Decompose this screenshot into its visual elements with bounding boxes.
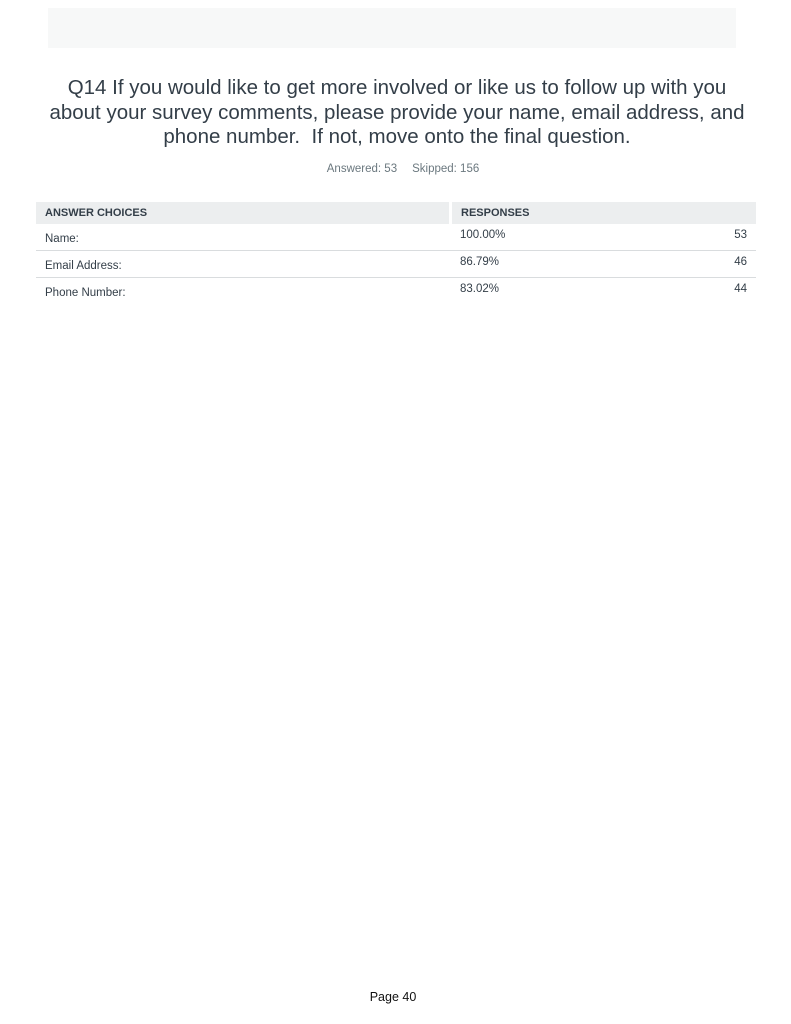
question-title: Q14 If you would like to get more involved or like us to follow up with you about your survey comments, please provide your name, email address, and phone number. If not, move onto the final question. — [49, 76, 751, 148]
page-number: Page 40 — [369, 990, 417, 1004]
answer-table — [36, 202, 756, 305]
table-row — [36, 224, 756, 251]
row-label: Phone Number: — [45, 287, 126, 299]
header-band — [48, 8, 736, 48]
header-answer-choices: ANSWER CHOICES — [36, 202, 449, 224]
header-responses: RESPONSES — [452, 202, 756, 224]
table-header — [36, 202, 756, 224]
row-count: 46 — [734, 256, 747, 268]
table-row — [36, 251, 756, 278]
row-count: 44 — [734, 283, 747, 295]
response-stats — [0, 163, 791, 175]
row-percent: 86.79% — [460, 256, 500, 268]
row-label: Name: — [45, 233, 79, 245]
row-percent: 100.00% — [460, 229, 506, 241]
row-count: 53 — [734, 229, 747, 241]
table-row — [36, 278, 756, 305]
row-label: Email Address: — [45, 260, 122, 272]
answered-count: Answered: 53 — [326, 163, 398, 175]
skipped-count: Skipped: 156 — [412, 163, 480, 175]
row-percent: 83.02% — [460, 283, 500, 295]
